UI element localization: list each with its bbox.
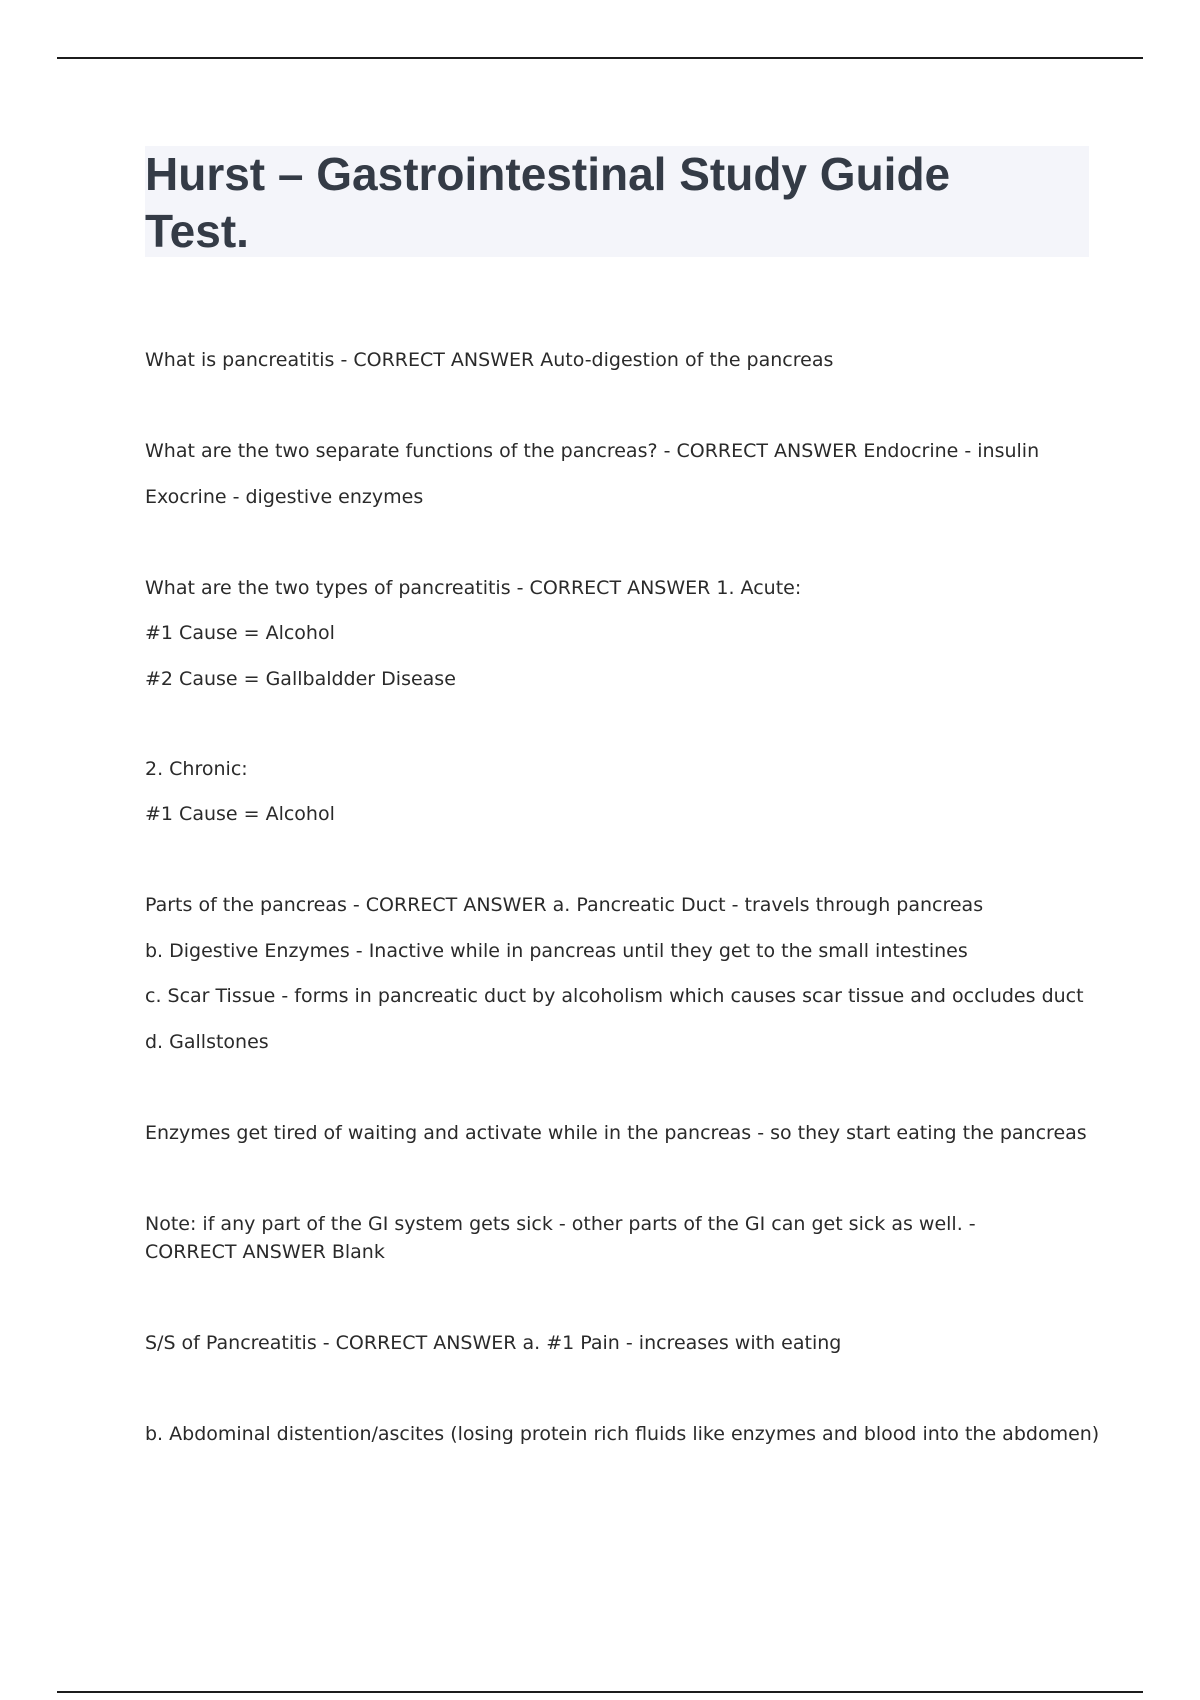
answer-line-gallstones: d. Gallstones <box>145 1031 269 1053</box>
title-block <box>145 146 1089 257</box>
top-divider <box>57 57 1143 59</box>
qa-pancreatitis-definition: What is pancreatitis - CORRECT ANSWER Auto-digestion of the pancreas <box>145 349 834 371</box>
qa-gi-system-note: Note: if any part of the GI system gets sick - other parts of the GI can get sick as well. - CORRECT ANSWER Blank <box>145 1213 976 1263</box>
answer-line-acute-cause-2: #2 Cause = Gallbaldder Disease <box>145 668 456 690</box>
answer-line-acute-cause-1: #1 Cause = Alcohol <box>145 622 335 644</box>
answer-line-chronic: 2. Chronic: <box>145 758 248 780</box>
answer-line-chronic-cause-1: #1 Cause = Alcohol <box>145 803 335 825</box>
note-enzymes-activation: Enzymes get tired of waiting and activate while in the pancreas - so they start eating the pancreas <box>145 1122 1087 1144</box>
qa-pancreatitis-signs: S/S of Pancreatitis - CORRECT ANSWER a. #1 Pain - increases with eating <box>145 1332 842 1354</box>
answer-line-abdominal-distention: b. Abdominal distention/ascites (losing protein rich fluids like enzymes and blood into the abdomen) <box>145 1423 1100 1445</box>
document-title: Hurst – Gastrointestinal Study Guide Test. <box>145 148 951 257</box>
qa-pancreas-functions: What are the two separate functions of the pancreas? - CORRECT ANSWER Endocrine - insulin <box>145 440 1040 462</box>
answer-line-digestive-enzymes: b. Digestive Enzymes - Inactive while in pancreas until they get to the small intestines <box>145 940 968 962</box>
qa-pancreas-parts: Parts of the pancreas - CORRECT ANSWER a. Pancreatic Duct - travels through pancreas <box>145 894 984 916</box>
bottom-divider <box>57 1691 1143 1693</box>
qa-pancreatitis-types: What are the two types of pancreatitis - CORRECT ANSWER 1. Acute: <box>145 577 802 599</box>
answer-line-scar-tissue: c. Scar Tissue - forms in pancreatic duct by alcoholism which causes scar tissue and occludes duct <box>145 985 1084 1007</box>
answer-line-exocrine: Exocrine - digestive enzymes <box>145 486 424 508</box>
